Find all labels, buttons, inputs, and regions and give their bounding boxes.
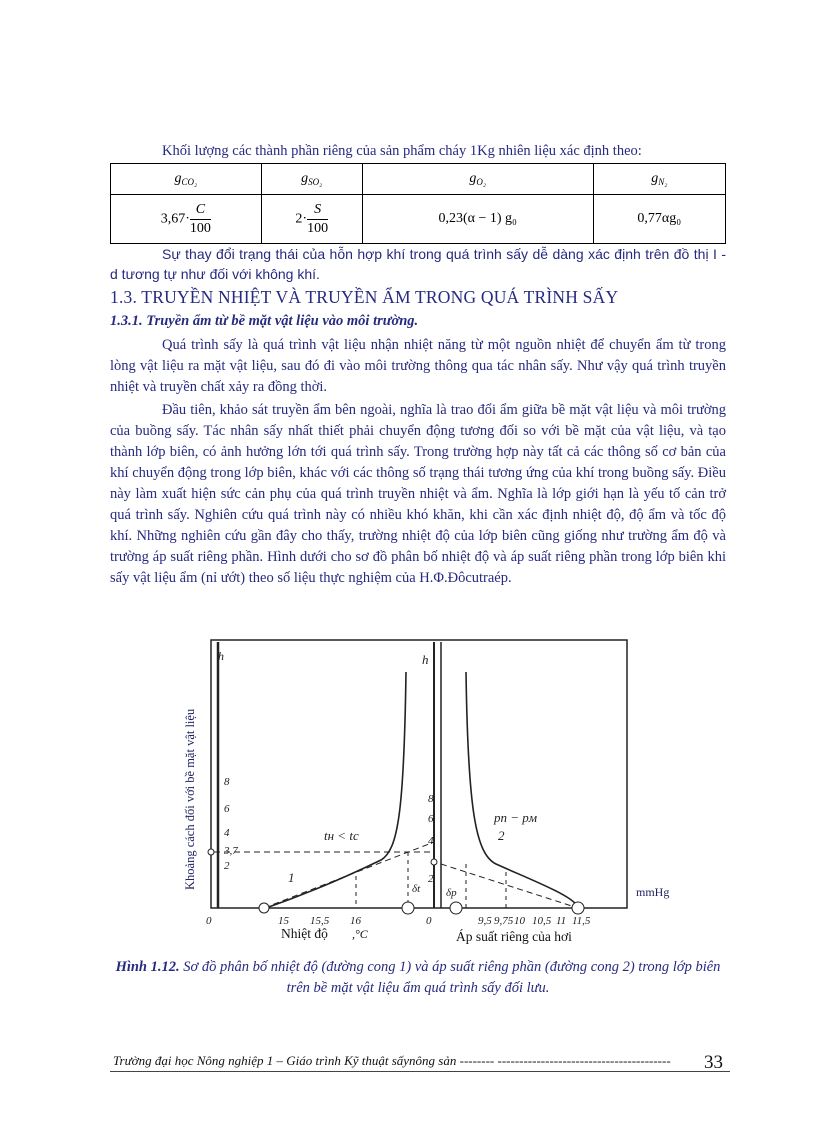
delta-t-label: δt <box>412 883 421 895</box>
x-label-right: Áp suất riêng của hơi <box>456 929 572 944</box>
value-co2: 3,67· $\frac{C}{100}$ <box>111 195 262 244</box>
left-ytick-4: 4 <box>224 827 230 839</box>
figure-caption <box>110 957 726 999</box>
figure-frame <box>211 640 627 908</box>
left-ytick-2: 2 <box>224 860 230 872</box>
x-unit-left: ,°C <box>352 927 368 941</box>
value-so2: 2· $\frac{S}{100}$ <box>261 195 362 244</box>
left-ytick-3-7: 3,7 <box>224 845 238 857</box>
right-xtick-9-5: 9,5 <box>478 915 492 927</box>
marker-right-end <box>572 902 584 914</box>
label-tn-tc: tн < tс <box>324 828 359 843</box>
right-ytick-2: 2 <box>428 873 434 885</box>
caption-label: Hình 1.12. <box>115 959 180 975</box>
section-heading: 1.3. TRUYỀN NHIỆT VÀ TRUYỀN ẨM TRONG QUÁ TRÌNH SẤY <box>110 287 619 307</box>
unit-mmhg: mmHg <box>636 885 670 899</box>
curve-2-label: 2 <box>498 828 505 843</box>
table-header-row <box>111 164 726 195</box>
right-xtick-11-5: 11,5 <box>572 915 591 927</box>
value-o2: 0,23(α − 1) g₀ <box>362 195 593 244</box>
header-go2: $g_{O_2}$ <box>362 164 593 195</box>
figure-boundary-layer <box>176 632 696 952</box>
marker-surface-right <box>450 902 462 914</box>
right-ytick-8: 8 <box>428 793 434 805</box>
curve-1-label: 1 <box>288 870 295 885</box>
left-ytick-6: 6 <box>224 803 230 815</box>
marker-3-7 <box>208 849 214 855</box>
value-n2: 0,77αg₀ <box>593 195 725 244</box>
x-label-left: Nhiệt độ <box>281 926 328 941</box>
footer-rule <box>110 1071 730 1072</box>
left-xtick-16: 16 <box>350 915 361 927</box>
h-label-right: h <box>422 652 429 667</box>
curve-1-temperature <box>266 672 406 908</box>
paragraph-1: Quá trình sấy là quá trình vật liệu nhận nhiệt năng từ một nguồn nhiệt để chuyển ẩm từ trong lòng vật liệu ra mặt vật liệu, sau đó đi vào môi trường thông qua tác nhân sấy. Như vậy quá trình truyền nhiệt và truyền chất xảy ra đồng thời. <box>110 337 726 395</box>
y-axis-label: Khoảng cách đối với bề mặt vật liệu <box>183 708 197 890</box>
delta-p-label: δp <box>446 887 457 899</box>
page-number: 33 <box>704 1052 723 1073</box>
label-pn-pm: pп − pм <box>494 810 538 825</box>
intro-line: Khối lượng các thành phần riêng của sản phẩm cháy 1Kg nhiên liệu xác định theo: <box>162 143 642 159</box>
h-label-left: h <box>218 649 224 663</box>
marker-surface-left <box>402 902 414 914</box>
right-ytick-6: 6 <box>428 813 434 825</box>
left-xtick-0: 0 <box>206 915 212 927</box>
subsection-heading: 1.3.1. Truyền ẩm từ bề mặt vật liệu vào môi trường. <box>110 313 419 329</box>
left-ytick-8: 8 <box>224 776 230 788</box>
header-gco2: $g_{CO_2}$ <box>111 164 262 195</box>
right-xtick-10: 10 <box>514 915 525 927</box>
footer-text: Trường đại học Nông nghiệp 1 – Giáo trình Kỹ thuật sấynông sản -------- ---------------------------------------- <box>113 1053 671 1068</box>
curve-2-pressure <box>466 672 578 908</box>
mass-table <box>110 163 726 244</box>
marker-left-start <box>259 903 269 913</box>
left-xtick-15-5: 15,5 <box>310 915 330 927</box>
header-gso2: $g_{SO_2}$ <box>261 164 362 195</box>
right-ytick-4: 4 <box>428 835 434 847</box>
right-xtick-9-75: 9,75 <box>494 915 514 927</box>
right-xtick-10-5: 10,5 <box>532 915 552 927</box>
right-xtick-11: 11 <box>556 915 567 927</box>
left-xtick-15: 15 <box>278 915 289 927</box>
table-value-row <box>111 195 726 244</box>
marker-dp <box>431 859 437 865</box>
paragraph-2: Đầu tiên, khảo sát truyền ẩm bên ngoài, nghĩa là trao đổi ẩm giữa bề mặt vật liệu và môi trường của buồng sấy. Tác nhân sấy nhất thiết phải chuyển động tương đối so với bề mặt của vật liệu, và tạo thành lớp biên, có ảnh hưởng lớn tới quá trình sấy. Trong trường hợp này tất cả các thông số cơ bản của khí chuyển động trong lớp biên, khác với các thông số trạng thái tương ứng của khí trong buồng sấy. Điều này làm xuất hiện sức cản phụ của quá trình truyền nhiệt và ẩm. Nghĩa là lớp giới hạn là yếu tố cản trở quá trình sấy. Nghiên cứu quá trình này có nhiều khó khăn, khi cần xác định nhiệt độ, độ ẩm và tốc độ khí. Những nghiên cứu gần đây cho thấy, trường nhiệt độ của lớp biên cũng giống như trường ẩm độ và trường áp suất riêng phần. Hình dưới cho sơ đồ phân bố nhiệt độ và áp suất riêng phần trong lớp biên khi sấy vật liệu ẩm (nỉ ướt) theo số liệu thực nghiệm của H.Φ.Đôcutraép. <box>110 402 726 586</box>
right-xtick-0: 0 <box>426 915 432 927</box>
header-gn2: $g_{N_2}$ <box>593 164 725 195</box>
paragraph-state-change: Sự thay đổi trạng thái của hỗn hợp khí trong quá trình sấy dễ dàng xác định trên đồ thị I - d tương tự như đối với không khí. <box>110 246 726 282</box>
caption-text: Sơ đồ phân bố nhiệt độ (đường cong 1) và áp suất riêng phần (đường cong 2) trong lớp biên trên bề mặt vật liệu ẩm quá trình sấy đối lưu. <box>183 959 721 996</box>
